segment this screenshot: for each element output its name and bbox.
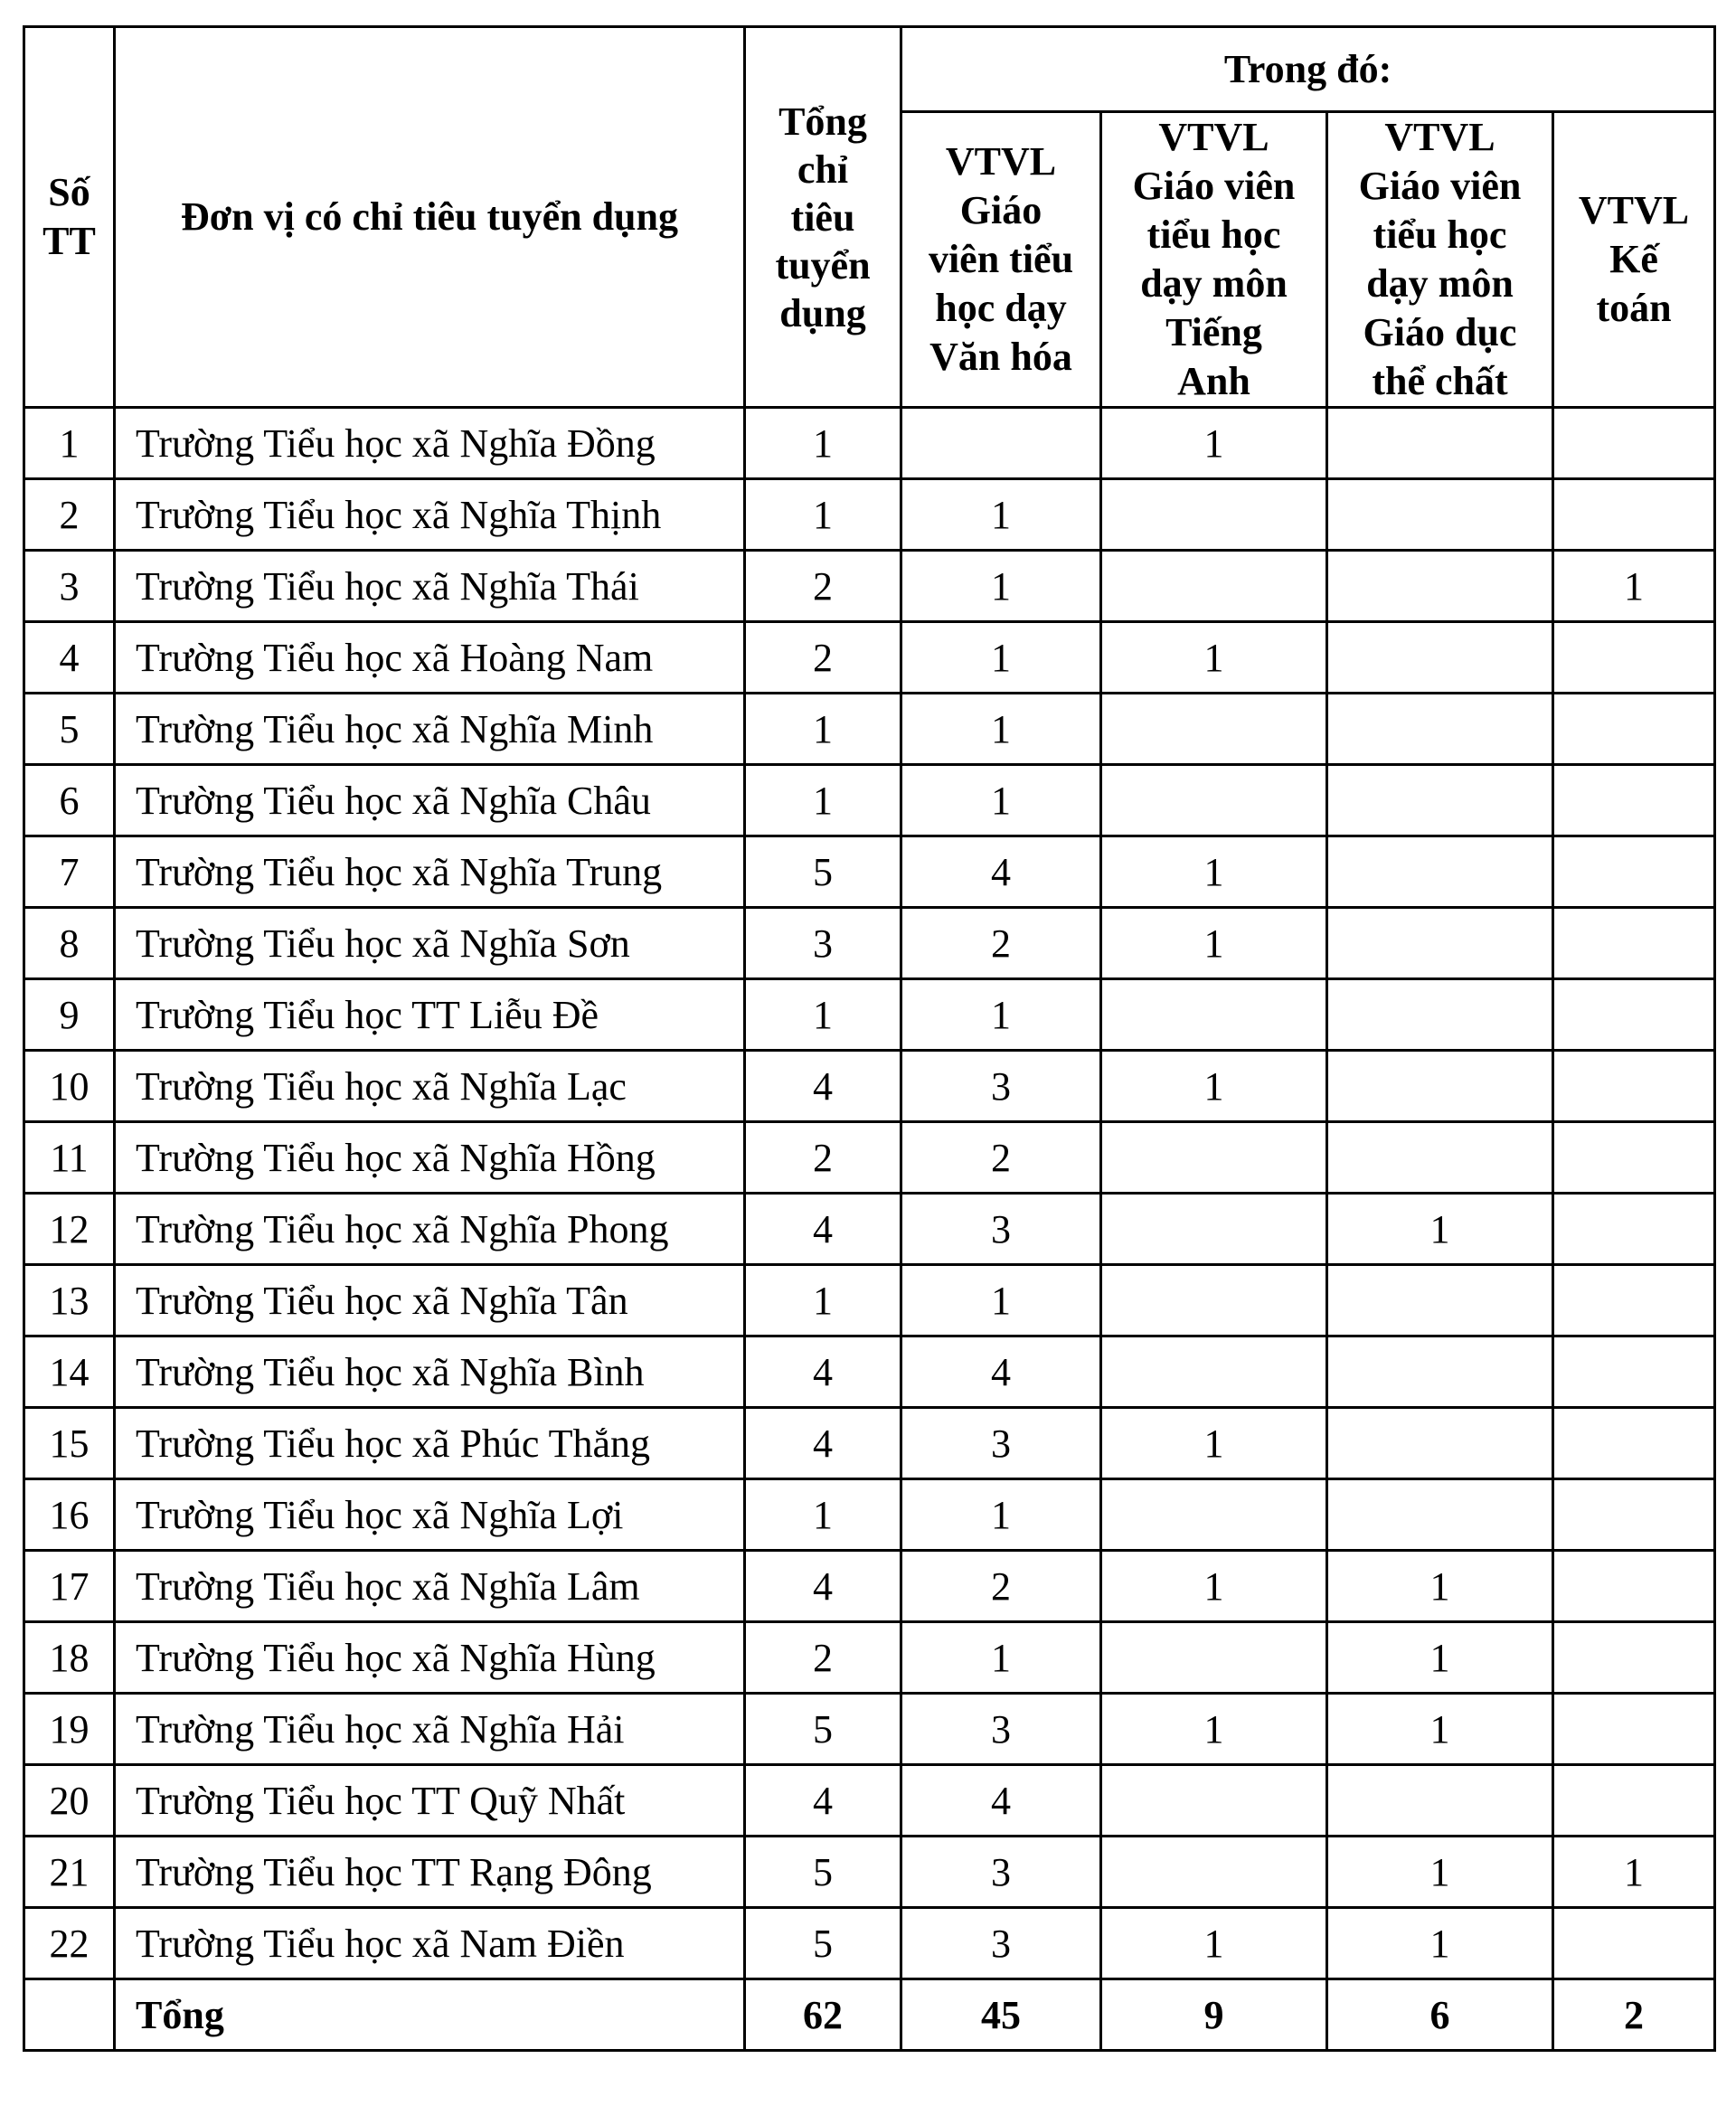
ke-toan-cell: 1 <box>1553 1837 1715 1908</box>
table-row <box>24 1122 1715 1194</box>
tieng-anh-cell: 1 <box>1101 1908 1327 1979</box>
header-total-line: Tổng <box>778 99 867 144</box>
total-cell: 4 <box>745 1765 901 1837</box>
the-chat-cell <box>1327 1479 1553 1551</box>
ke-toan-cell <box>1553 408 1715 479</box>
ke-toan-cell <box>1553 1408 1715 1479</box>
header-line: Anh <box>1177 359 1250 403</box>
ke-toan-cell <box>1553 979 1715 1051</box>
van-hoa-cell: 3 <box>901 1837 1101 1908</box>
ke-toan-cell <box>1553 765 1715 836</box>
total-cell: 5 <box>745 1837 901 1908</box>
ke-toan-cell <box>1553 1908 1715 1979</box>
table-row <box>24 622 1715 694</box>
unit-name-cell: Trường Tiểu học xã Nghĩa Lợi <box>115 1479 745 1551</box>
the-chat-cell: 1 <box>1327 1622 1553 1694</box>
stt-cell: 9 <box>24 979 115 1051</box>
header-line: Văn hóa <box>929 335 1072 379</box>
unit-name-cell: Trường Tiểu học xã Nghĩa Minh <box>115 694 745 765</box>
ke-toan-cell <box>1553 1694 1715 1765</box>
table-row <box>24 1194 1715 1265</box>
stt-cell: 12 <box>24 1194 115 1265</box>
the-chat-cell <box>1327 765 1553 836</box>
the-chat-cell <box>1327 1336 1553 1408</box>
ke-toan-cell <box>1553 1051 1715 1122</box>
tieng-anh-cell <box>1101 1479 1327 1551</box>
total-van-hoa: 45 <box>901 1979 1101 2051</box>
total-cell: 1 <box>745 1479 901 1551</box>
stt-cell: 22 <box>24 1908 115 1979</box>
stt-cell: 18 <box>24 1622 115 1694</box>
recruitment-quota-table <box>23 25 1716 2052</box>
header-total-line: tiêu <box>790 194 855 240</box>
unit-name-cell: Trường Tiểu học xã Nghĩa Sơn <box>115 908 745 979</box>
unit-name-cell: Trường Tiểu học xã Nghĩa Phong <box>115 1194 745 1265</box>
stt-cell: 10 <box>24 1051 115 1122</box>
total-cell: 1 <box>745 479 901 551</box>
header-col-ke-toan <box>1553 112 1715 408</box>
total-cell: 2 <box>745 1622 901 1694</box>
stt-cell: 7 <box>24 836 115 908</box>
ke-toan-cell: 1 <box>1553 551 1715 622</box>
unit-name-cell: Trường Tiểu học xã Nghĩa Bình <box>115 1336 745 1408</box>
the-chat-cell <box>1327 551 1553 622</box>
table-row <box>24 765 1715 836</box>
total-label: Tổng <box>115 1979 745 2051</box>
table-body <box>24 408 1715 1979</box>
tieng-anh-cell <box>1101 551 1327 622</box>
total-the-chat: 6 <box>1327 1979 1553 2051</box>
stt-cell: 8 <box>24 908 115 979</box>
stt-cell: 6 <box>24 765 115 836</box>
header-line: VTVL <box>945 139 1057 184</box>
stt-cell: 1 <box>24 408 115 479</box>
unit-name-cell: Trường Tiểu học xã Nghĩa Hùng <box>115 1622 745 1694</box>
header-line: viên tiểu <box>928 237 1074 281</box>
unit-name-cell: Trường Tiểu học xã Nghĩa Châu <box>115 765 745 836</box>
the-chat-cell <box>1327 1051 1553 1122</box>
total-cell: 1 <box>745 765 901 836</box>
total-cell: 1 <box>745 694 901 765</box>
header-line: Giáo <box>959 188 1043 232</box>
stt-cell: 14 <box>24 1336 115 1408</box>
header-total-line: chỉ <box>797 146 849 192</box>
tieng-anh-cell: 1 <box>1101 1694 1327 1765</box>
total-cell: 1 <box>745 408 901 479</box>
the-chat-cell <box>1327 408 1553 479</box>
van-hoa-cell: 4 <box>901 1336 1101 1408</box>
total-tieng-anh: 9 <box>1101 1979 1327 2051</box>
table-row <box>24 1908 1715 1979</box>
van-hoa-cell: 1 <box>901 765 1101 836</box>
unit-name-cell: Trường Tiểu học TT Rạng Đông <box>115 1837 745 1908</box>
stt-cell: 2 <box>24 479 115 551</box>
table-row <box>24 836 1715 908</box>
unit-name-cell: Trường Tiểu học xã Nghĩa Hải <box>115 1694 745 1765</box>
header-stt <box>24 27 115 408</box>
van-hoa-cell: 3 <box>901 1408 1101 1479</box>
tieng-anh-cell: 1 <box>1101 908 1327 979</box>
van-hoa-cell: 1 <box>901 1622 1101 1694</box>
tieng-anh-cell: 1 <box>1101 836 1327 908</box>
table-row <box>24 1408 1715 1479</box>
ke-toan-cell <box>1553 1622 1715 1694</box>
table-row <box>24 1336 1715 1408</box>
the-chat-cell: 1 <box>1327 1837 1553 1908</box>
ke-toan-cell <box>1553 836 1715 908</box>
table-row <box>24 979 1715 1051</box>
stt-cell: 3 <box>24 551 115 622</box>
total-cell: 4 <box>745 1336 901 1408</box>
table-row <box>24 908 1715 979</box>
van-hoa-cell: 1 <box>901 551 1101 622</box>
total-cell: 3 <box>745 908 901 979</box>
header-line: VTVL <box>1384 115 1495 159</box>
van-hoa-cell: 1 <box>901 479 1101 551</box>
stt-cell: 21 <box>24 1837 115 1908</box>
van-hoa-cell: 4 <box>901 1765 1101 1837</box>
table-row <box>24 1551 1715 1622</box>
ke-toan-cell <box>1553 1122 1715 1194</box>
header-line: Giáo viên <box>1132 164 1296 208</box>
van-hoa-cell: 1 <box>901 979 1101 1051</box>
total-row <box>24 1979 1715 2051</box>
unit-name-cell: Trường Tiểu học xã Nghĩa Hồng <box>115 1122 745 1194</box>
ke-toan-cell <box>1553 694 1715 765</box>
stt-cell: 19 <box>24 1694 115 1765</box>
tieng-anh-cell <box>1101 979 1327 1051</box>
header-line: VTVL <box>1158 115 1269 159</box>
total-cell: 4 <box>745 1051 901 1122</box>
table-row <box>24 1837 1715 1908</box>
unit-name-cell: Trường Tiểu học xã Nghĩa Thịnh <box>115 479 745 551</box>
header-group: Trong đó: <box>901 27 1715 112</box>
the-chat-cell <box>1327 836 1553 908</box>
total-cell: 5 <box>745 1908 901 1979</box>
table-row <box>24 1765 1715 1837</box>
stt-cell: 5 <box>24 694 115 765</box>
total-stt-cell <box>24 1979 115 2051</box>
tieng-anh-cell <box>1101 1194 1327 1265</box>
the-chat-cell: 1 <box>1327 1694 1553 1765</box>
header-total-line: tuyển <box>775 242 871 288</box>
header-line: Kế <box>1609 237 1658 281</box>
van-hoa-cell: 3 <box>901 1194 1101 1265</box>
van-hoa-cell <box>901 408 1101 479</box>
van-hoa-cell: 3 <box>901 1908 1101 1979</box>
total-cell: 2 <box>745 622 901 694</box>
unit-name-cell: Trường Tiểu học TT Quỹ Nhất <box>115 1765 745 1837</box>
header-unit: Đơn vị có chỉ tiêu tuyển dụng <box>115 27 745 408</box>
total-cell: 1 <box>745 979 901 1051</box>
stt-cell: 20 <box>24 1765 115 1837</box>
tieng-anh-cell <box>1101 1765 1327 1837</box>
unit-name-cell: Trường Tiểu học xã Phúc Thắng <box>115 1408 745 1479</box>
tieng-anh-cell: 1 <box>1101 1551 1327 1622</box>
stt-cell: 4 <box>24 622 115 694</box>
stt-cell: 11 <box>24 1122 115 1194</box>
header-total-line: dụng <box>779 290 866 335</box>
van-hoa-cell: 3 <box>901 1694 1101 1765</box>
total-ke-toan: 2 <box>1553 1979 1715 2051</box>
the-chat-cell: 1 <box>1327 1908 1553 1979</box>
unit-name-cell: Trường Tiểu học xã Nghĩa Thái <box>115 551 745 622</box>
ke-toan-cell <box>1553 908 1715 979</box>
tieng-anh-cell <box>1101 479 1327 551</box>
unit-name-cell: Trường Tiểu học xã Nghĩa Trung <box>115 836 745 908</box>
header-col-tieng-anh <box>1101 112 1327 408</box>
header-col-van-hoa <box>901 112 1101 408</box>
header-stt-line: TT <box>42 219 96 263</box>
van-hoa-cell: 1 <box>901 622 1101 694</box>
tieng-anh-cell: 1 <box>1101 408 1327 479</box>
header-line: dạy môn <box>1140 261 1288 306</box>
the-chat-cell <box>1327 908 1553 979</box>
total-cell: 5 <box>745 1694 901 1765</box>
the-chat-cell: 1 <box>1327 1551 1553 1622</box>
total-cell: 2 <box>745 551 901 622</box>
header-line: Giáo dục <box>1363 310 1517 354</box>
header-col-the-chat <box>1327 112 1553 408</box>
stt-cell: 13 <box>24 1265 115 1336</box>
van-hoa-cell: 4 <box>901 836 1101 908</box>
the-chat-cell <box>1327 1408 1553 1479</box>
van-hoa-cell: 1 <box>901 1479 1101 1551</box>
table-row <box>24 1479 1715 1551</box>
table-row <box>24 694 1715 765</box>
ke-toan-cell <box>1553 1551 1715 1622</box>
total-cell: 4 <box>745 1194 901 1265</box>
the-chat-cell <box>1327 479 1553 551</box>
header-line: học dạy <box>935 286 1067 330</box>
header-line: toán <box>1596 286 1672 330</box>
total-value: 62 <box>745 1979 901 2051</box>
total-cell: 2 <box>745 1122 901 1194</box>
header-line: VTVL <box>1578 188 1690 232</box>
total-cell: 4 <box>745 1551 901 1622</box>
ke-toan-cell <box>1553 1336 1715 1408</box>
unit-name-cell: Trường Tiểu học xã Nghĩa Lâm <box>115 1551 745 1622</box>
header-line: dạy môn <box>1366 261 1514 306</box>
unit-name-cell: Trường Tiểu học TT Liễu Đề <box>115 979 745 1051</box>
header-stt-line: Số <box>48 170 90 214</box>
tieng-anh-cell: 1 <box>1101 1051 1327 1122</box>
ke-toan-cell <box>1553 1265 1715 1336</box>
tieng-anh-cell: 1 <box>1101 1408 1327 1479</box>
table-row <box>24 1694 1715 1765</box>
ke-toan-cell <box>1553 622 1715 694</box>
ke-toan-cell <box>1553 1765 1715 1837</box>
van-hoa-cell: 1 <box>901 694 1101 765</box>
header-row-top <box>24 27 1715 112</box>
ke-toan-cell <box>1553 479 1715 551</box>
unit-name-cell: Trường Tiểu học xã Nghĩa Lạc <box>115 1051 745 1122</box>
table-row <box>24 479 1715 551</box>
header-line: tiểu học <box>1373 212 1507 257</box>
stt-cell: 17 <box>24 1551 115 1622</box>
the-chat-cell <box>1327 1122 1553 1194</box>
header-line: Tiếng <box>1165 310 1262 354</box>
stt-cell: 15 <box>24 1408 115 1479</box>
tieng-anh-cell: 1 <box>1101 622 1327 694</box>
van-hoa-cell: 2 <box>901 908 1101 979</box>
total-cell: 1 <box>745 1265 901 1336</box>
header-line: Giáo viên <box>1358 164 1522 208</box>
table-row <box>24 551 1715 622</box>
table-row <box>24 1622 1715 1694</box>
total-cell: 5 <box>745 836 901 908</box>
van-hoa-cell: 2 <box>901 1122 1101 1194</box>
table-row <box>24 408 1715 479</box>
table-row <box>24 1265 1715 1336</box>
unit-name-cell: Trường Tiểu học xã Nam Điền <box>115 1908 745 1979</box>
the-chat-cell <box>1327 622 1553 694</box>
the-chat-cell <box>1327 1765 1553 1837</box>
header-total <box>745 27 901 408</box>
the-chat-cell <box>1327 1265 1553 1336</box>
total-cell: 4 <box>745 1408 901 1479</box>
tieng-anh-cell <box>1101 1265 1327 1336</box>
table-row <box>24 1051 1715 1122</box>
the-chat-cell <box>1327 694 1553 765</box>
tieng-anh-cell <box>1101 765 1327 836</box>
stt-cell: 16 <box>24 1479 115 1551</box>
ke-toan-cell <box>1553 1194 1715 1265</box>
tieng-anh-cell <box>1101 1122 1327 1194</box>
van-hoa-cell: 3 <box>901 1051 1101 1122</box>
ke-toan-cell <box>1553 1479 1715 1551</box>
header-line: tiểu học <box>1146 212 1281 257</box>
tieng-anh-cell <box>1101 694 1327 765</box>
header-line: thể chất <box>1372 359 1508 403</box>
unit-name-cell: Trường Tiểu học xã Nghĩa Đồng <box>115 408 745 479</box>
tieng-anh-cell <box>1101 1837 1327 1908</box>
tieng-anh-cell <box>1101 1622 1327 1694</box>
the-chat-cell <box>1327 979 1553 1051</box>
unit-name-cell: Trường Tiểu học xã Hoàng Nam <box>115 622 745 694</box>
unit-name-cell: Trường Tiểu học xã Nghĩa Tân <box>115 1265 745 1336</box>
van-hoa-cell: 2 <box>901 1551 1101 1622</box>
tieng-anh-cell <box>1101 1336 1327 1408</box>
van-hoa-cell: 1 <box>901 1265 1101 1336</box>
the-chat-cell: 1 <box>1327 1194 1553 1265</box>
